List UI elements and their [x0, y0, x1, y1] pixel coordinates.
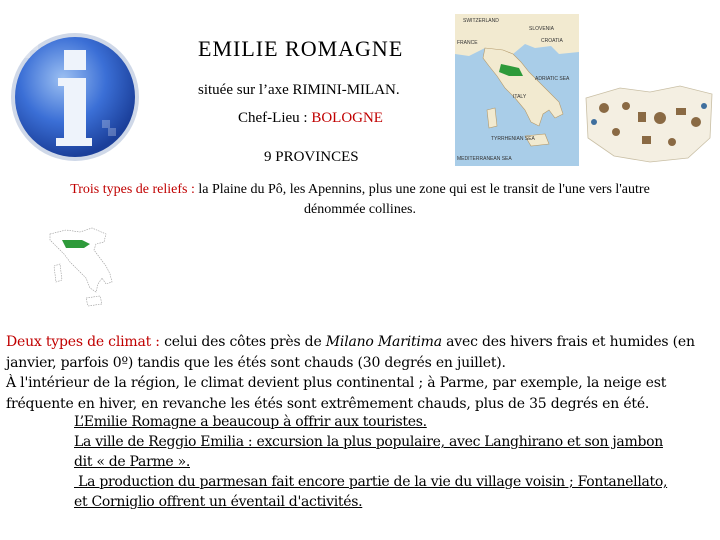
reliefs-text-1: la Plaine du Pô, les Apennins, plus une zone qui est le transit de l'une vers l'autre [198, 182, 650, 197]
tourism-line-4: La production du parmesan fait encore partie de la vie du village voisin ; Fontanellato, [74, 474, 668, 490]
climat-label: Deux types de climat : [6, 334, 165, 350]
italy-region-map [46, 226, 116, 318]
chef-lieu [238, 110, 383, 127]
italy-map [455, 14, 579, 166]
subtitle: située sur l’axe RIMINI-MILAN. [198, 82, 400, 98]
label-mediterranean: MEDITERRANEAN SEA [457, 156, 512, 162]
label-tyrrhenian: TYRRHENIAN SEA [491, 136, 535, 142]
chef-lieu-label: Chef-Lieu : [238, 110, 312, 126]
page-title: EMILIE ROMAGNE [198, 36, 404, 61]
climat-text-2: À l'intérieur de la région, le climat devient plus continental ; à Parme, par exemple, la neige est fréquente en hiver, en revanche les étés sont extrêmement chauds, plus de 35 degrés en été. [6, 375, 667, 412]
tourism-line-5: et Corniglio offrent un éventail d'activités. [74, 494, 363, 510]
tourism-line-2: La ville de Reggio Emilia : excursion la plus populaire, avec Langhirano et son jambon [74, 434, 663, 450]
provinces: 9 PROVINCES [264, 149, 359, 165]
reliefs-label: Trois types de reliefs : [70, 182, 199, 197]
label-switzerland: SWITZERLAND [463, 18, 499, 24]
climat-place: Milano Maritima [325, 334, 442, 350]
chef-lieu-value: BOLOGNE [311, 110, 383, 126]
climat-text-1a: celui des côtes près de [164, 334, 326, 350]
reliefs-text-2: dénommée collines. [304, 202, 416, 217]
info-icon [8, 30, 142, 164]
reliefs-paragraph [4, 180, 716, 220]
label-france: FRANCE [457, 40, 478, 46]
tourism-paragraph [74, 412, 694, 512]
illustrated-map [580, 78, 718, 168]
label-italy: ITALY [513, 94, 527, 100]
climat-text-1b: avec des hivers frais et humides (en janvier, parfois 0º) tandis que les étés sont chauds (30 degrés en juillet). [6, 334, 695, 371]
label-adriatic: ADRIATIC SEA [535, 76, 570, 82]
climat-paragraph [6, 332, 706, 414]
tourism-line-3: dit « de Parme ». [74, 454, 190, 470]
label-slovenia: SLOVENIA [529, 26, 555, 32]
label-croatia: CROATIA [541, 38, 563, 44]
tourism-line-1: L’Emilie Romagne a beaucoup à offrir aux touristes. [74, 414, 427, 430]
